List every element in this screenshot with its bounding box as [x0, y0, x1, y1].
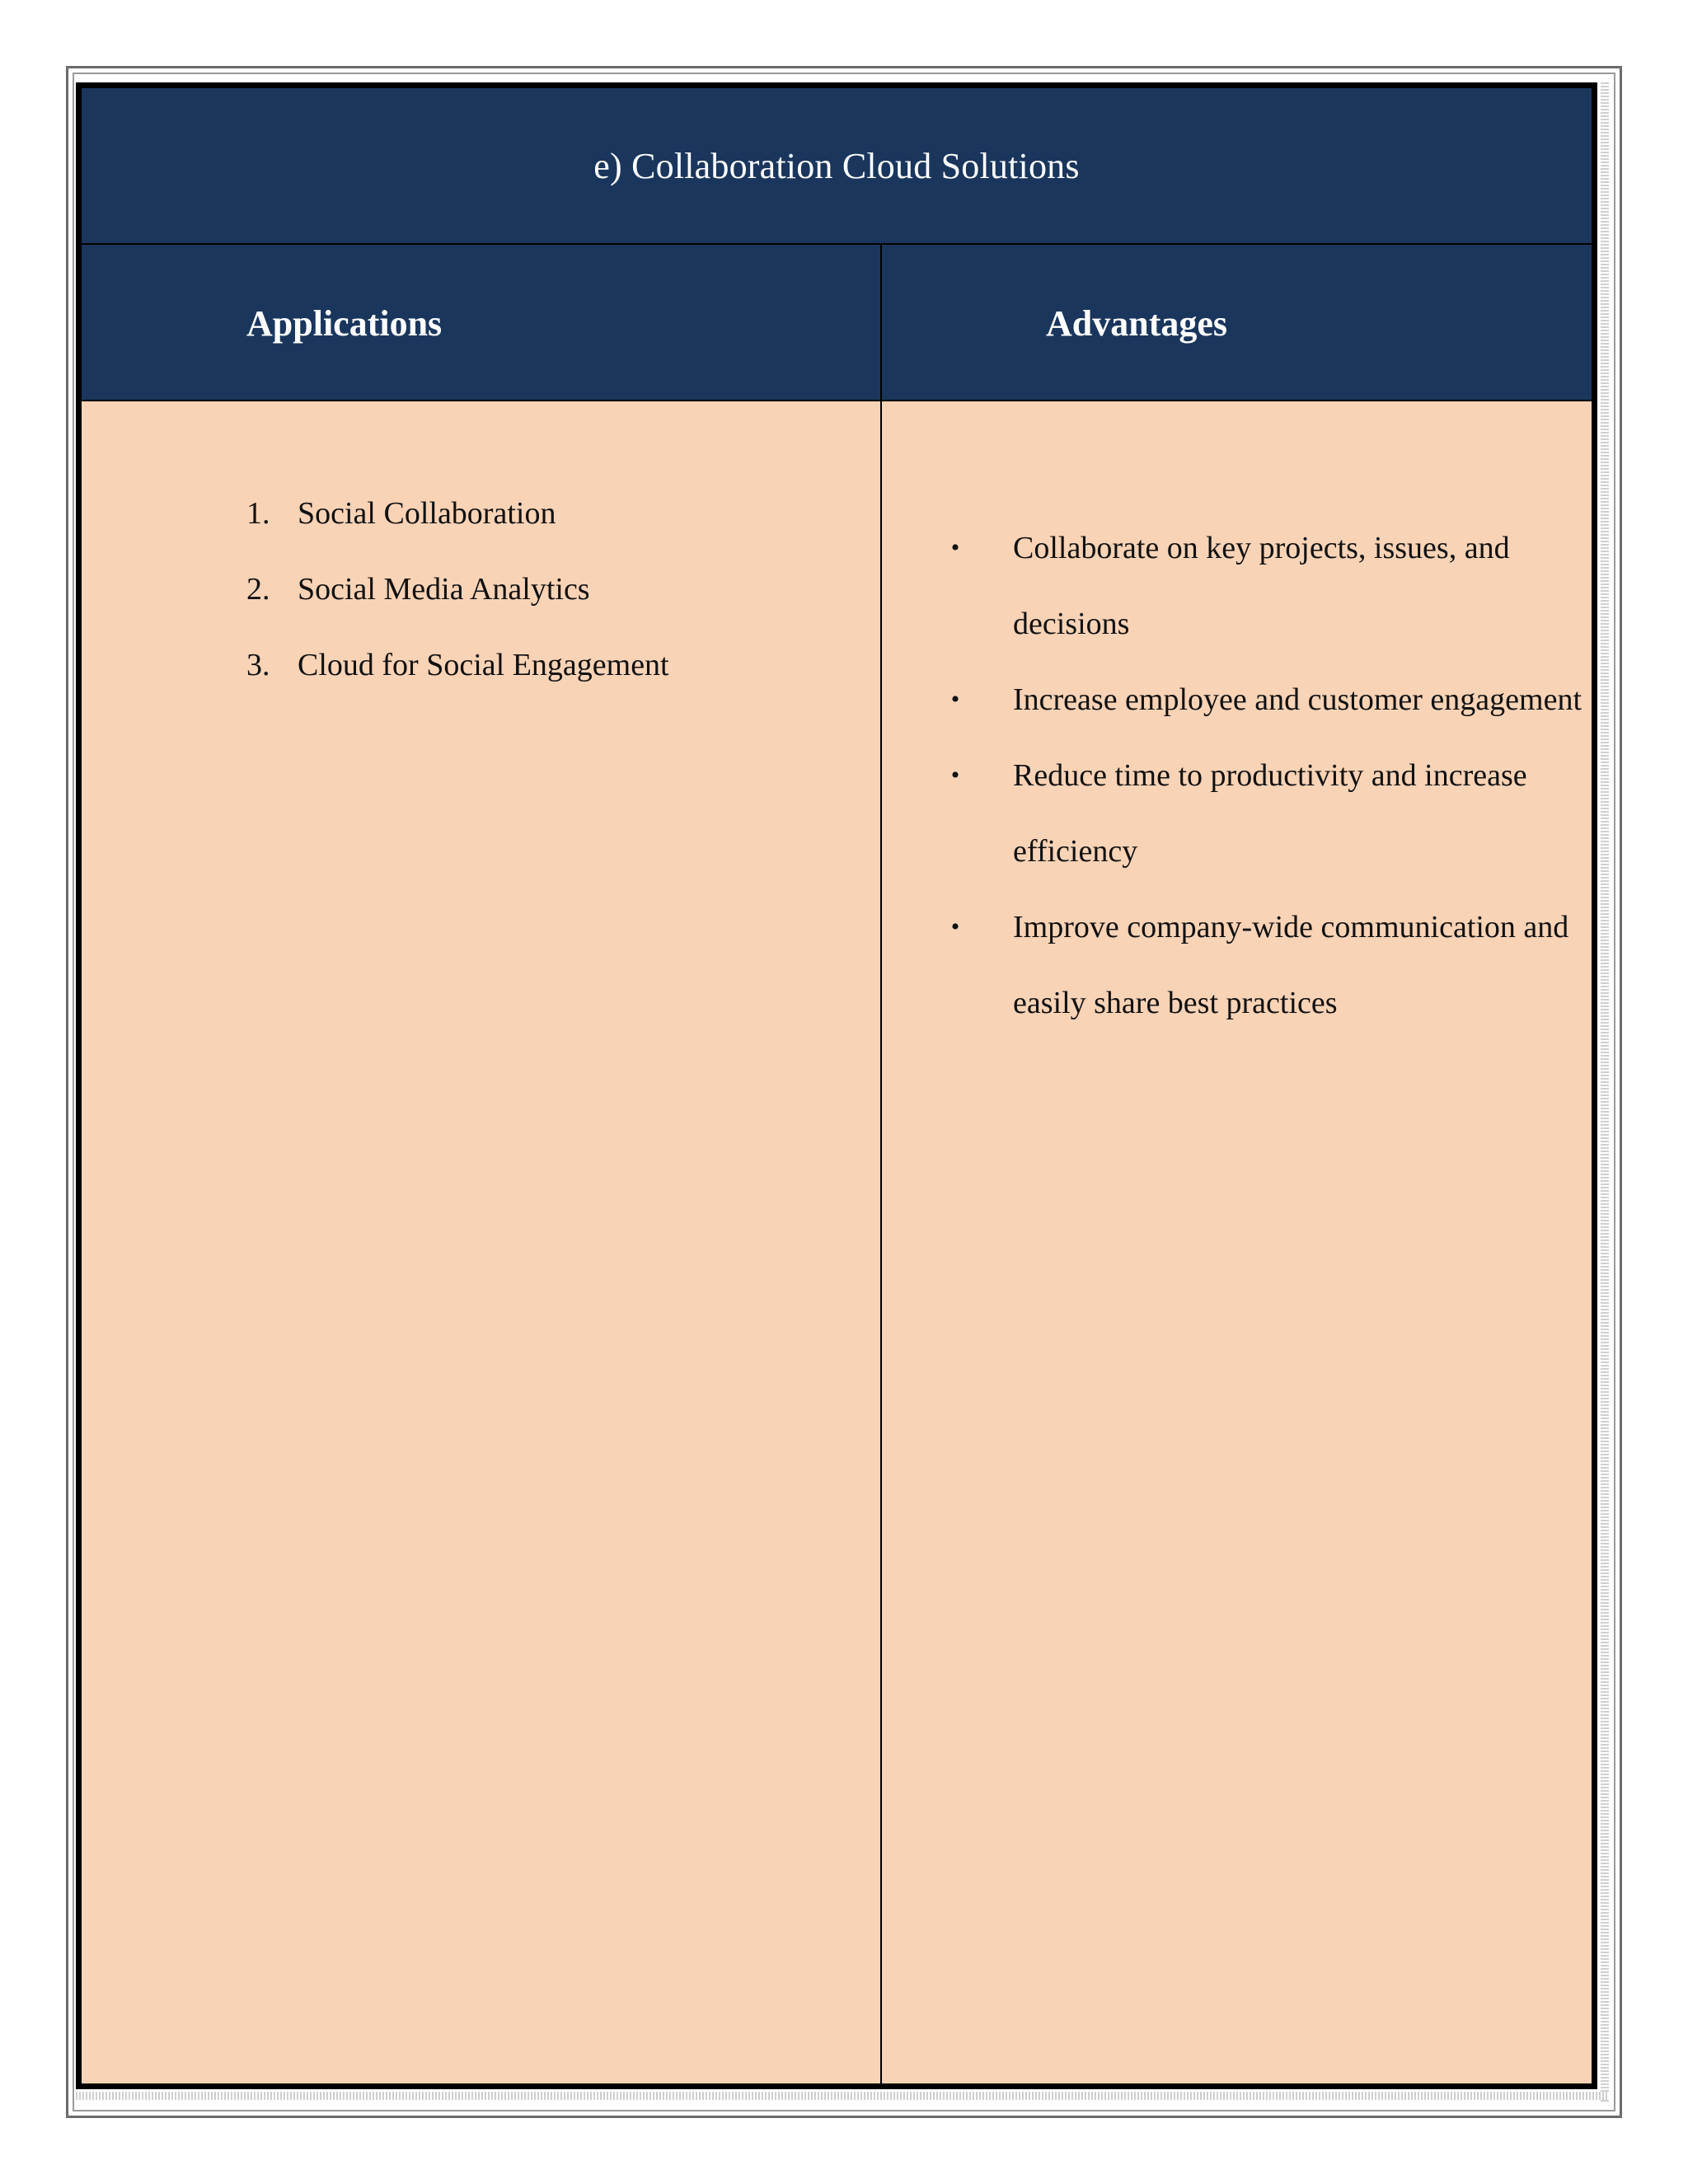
- list-item: [939, 889, 1615, 1041]
- list-item-label: Social Collaboration: [298, 496, 556, 531]
- header-advantages: Advantages: [1046, 302, 1228, 344]
- list-item: [939, 510, 1615, 662]
- page-border-shadow-right: [1601, 82, 1609, 2103]
- list-item-label: Cloud for Social Engagement: [298, 648, 669, 682]
- list-item: [246, 551, 669, 627]
- list-item: [246, 627, 669, 703]
- list-item-label: Social Media Analytics: [298, 572, 590, 607]
- bullet-icon: •: [950, 762, 960, 789]
- header-applications: Applications: [246, 302, 443, 344]
- list-item: [246, 476, 669, 551]
- solutions-table: [76, 82, 1597, 2089]
- bullet-icon: •: [950, 913, 960, 940]
- advantages-list: [939, 510, 1615, 1041]
- list-item-number: 2.: [246, 572, 270, 607]
- list-item: [939, 738, 1615, 889]
- list-item-text: Increase employee and customer engagement: [1013, 682, 1582, 717]
- page-border-shadow-bottom: [76, 2092, 1609, 2100]
- list-item-text: Collaborate on key projects, issues, and decisions: [1013, 531, 1510, 641]
- table-header-row: [82, 245, 1592, 401]
- list-item: [939, 662, 1615, 738]
- bullet-icon: •: [950, 534, 960, 561]
- list-item-text: Reduce time to productivity and increase efficiency: [1013, 758, 1527, 869]
- table-title: e) Collaboration Cloud Solutions: [593, 145, 1080, 186]
- column-divider: [880, 245, 882, 2083]
- applications-list: [246, 476, 669, 703]
- list-item-number: 3.: [246, 648, 270, 682]
- list-item-text: Improve company-wide communication and easily share best practices: [1013, 910, 1569, 1020]
- bullet-icon: •: [950, 686, 960, 713]
- table-title-row: [82, 88, 1592, 245]
- list-item-number: 1.: [246, 496, 270, 531]
